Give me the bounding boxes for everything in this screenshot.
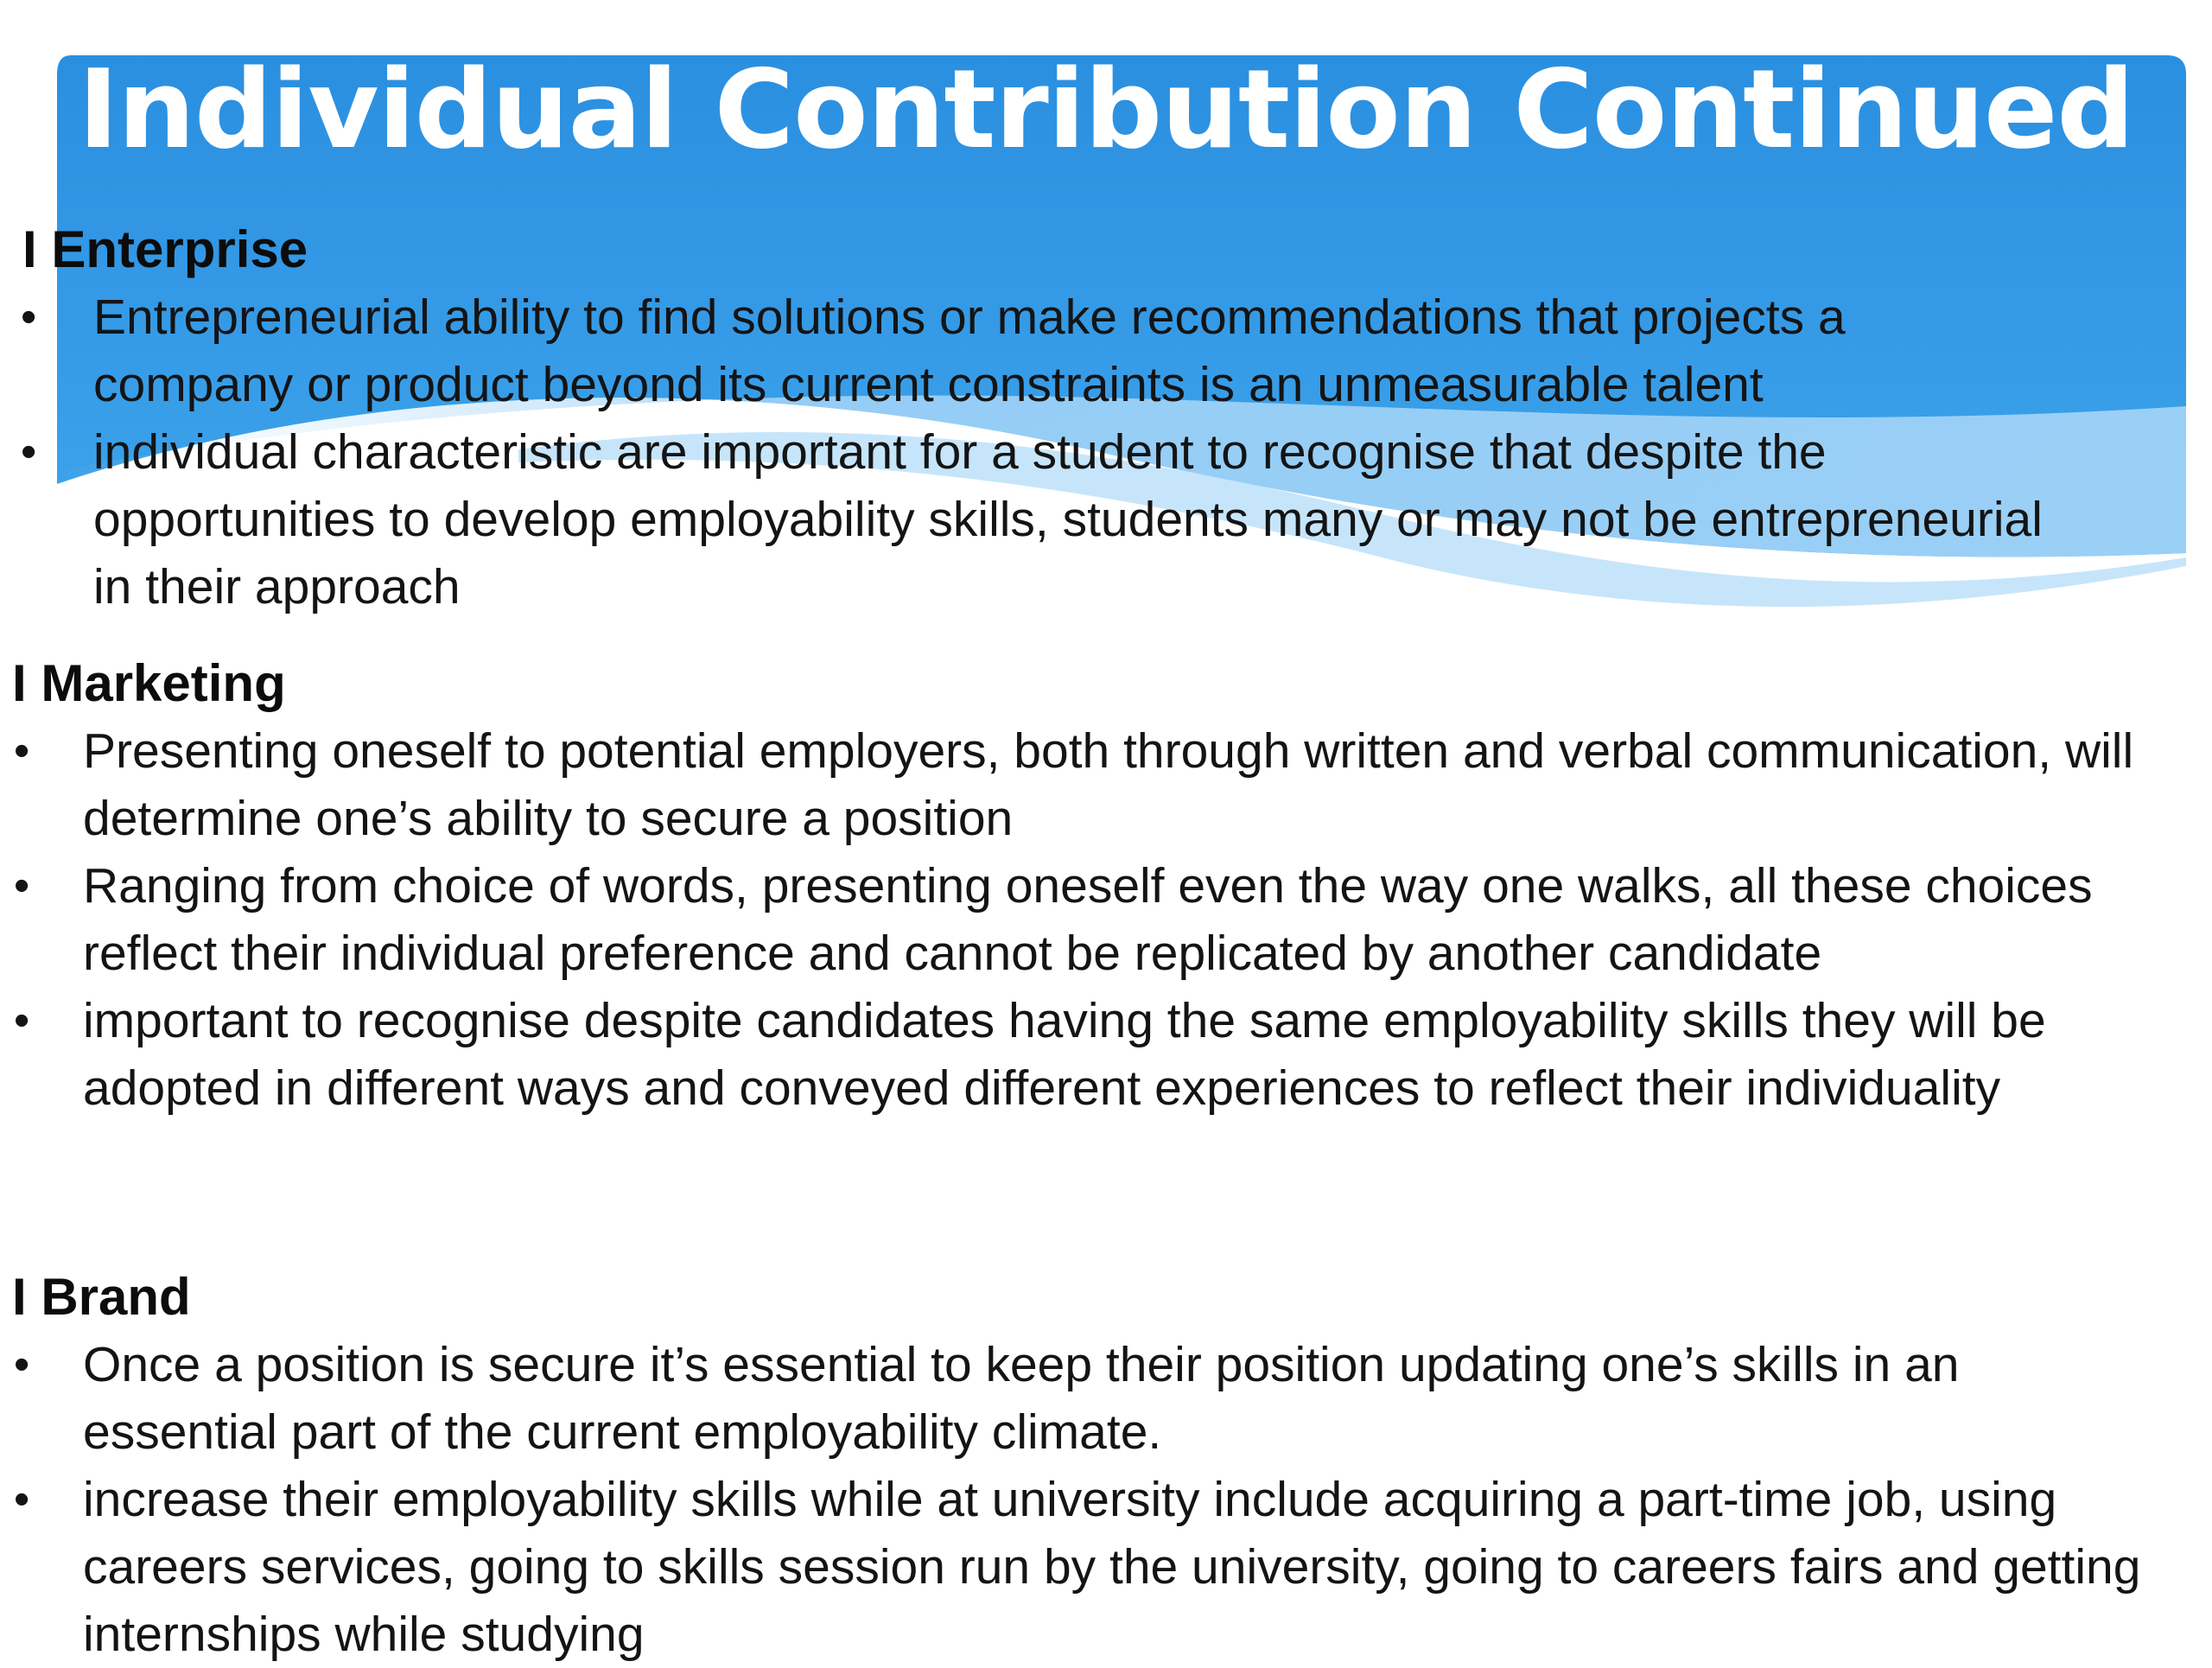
bullet-dot-icon: • [14,726,30,776]
bullet-dot-icon: • [14,1474,30,1525]
list-item [0,987,2157,1122]
bullet-dot-icon: • [21,292,37,342]
slide-title: Individual Contribution Continued [78,46,2134,173]
section-heading-brand: I Brand [12,1268,191,1326]
bullet-list-brand [0,1331,2212,1668]
bullet-dot-icon: • [14,996,30,1046]
bullet-text: Entrepreneurial ability to find solutions or make recommendations that projects a company or product beyond its current constraints is an unmeasurable talent [93,290,1846,412]
bullet-text: important to recognise despite candidates having the same employability skills they will be adopted in different ways and conveyed different experiences to reflect their individuality [83,993,2046,1116]
list-item [0,852,2157,987]
bullet-text: Presenting oneself to potential employers, both through written and verbal communication, will determine one’s ability to secure a position [83,723,2134,846]
bullet-list-enterprise [0,283,2212,621]
section-enterprise [0,216,2212,621]
list-item [0,283,2046,418]
section-brand [0,1264,2212,1668]
bullet-text: individual characteristic are important for a student to recognise that despite the opportunities to develop employability skills, students many or may not be entrepreneurial in their approach [93,424,2043,614]
section-marketing [0,650,2212,1122]
section-heading-marketing: I Marketing [12,654,286,712]
section-heading-enterprise: I Enterprise [22,220,308,278]
bullet-text: increase their employability skills while at university include acquiring a part-time job, using careers services, going to skills session run by the university, going to careers fairs and getting internships while studying [83,1472,2141,1662]
bullet-dot-icon: • [14,1340,30,1390]
list-item [0,717,2157,852]
bullet-text: Ranging from choice of words, presenting oneself even the way one walks, all these choices reflect their individual preference and cannot be replicated by another candidate [83,858,2093,981]
list-item [0,1466,2157,1668]
list-item [0,418,2046,621]
bullet-list-marketing [0,717,2212,1122]
bullet-dot-icon: • [14,861,30,911]
list-item [0,1331,2157,1466]
bullet-dot-icon: • [21,427,37,477]
bullet-text: Once a position is secure it’s essential to keep their position updating one’s skills in an essential part of the current employability climate. [83,1337,1960,1460]
